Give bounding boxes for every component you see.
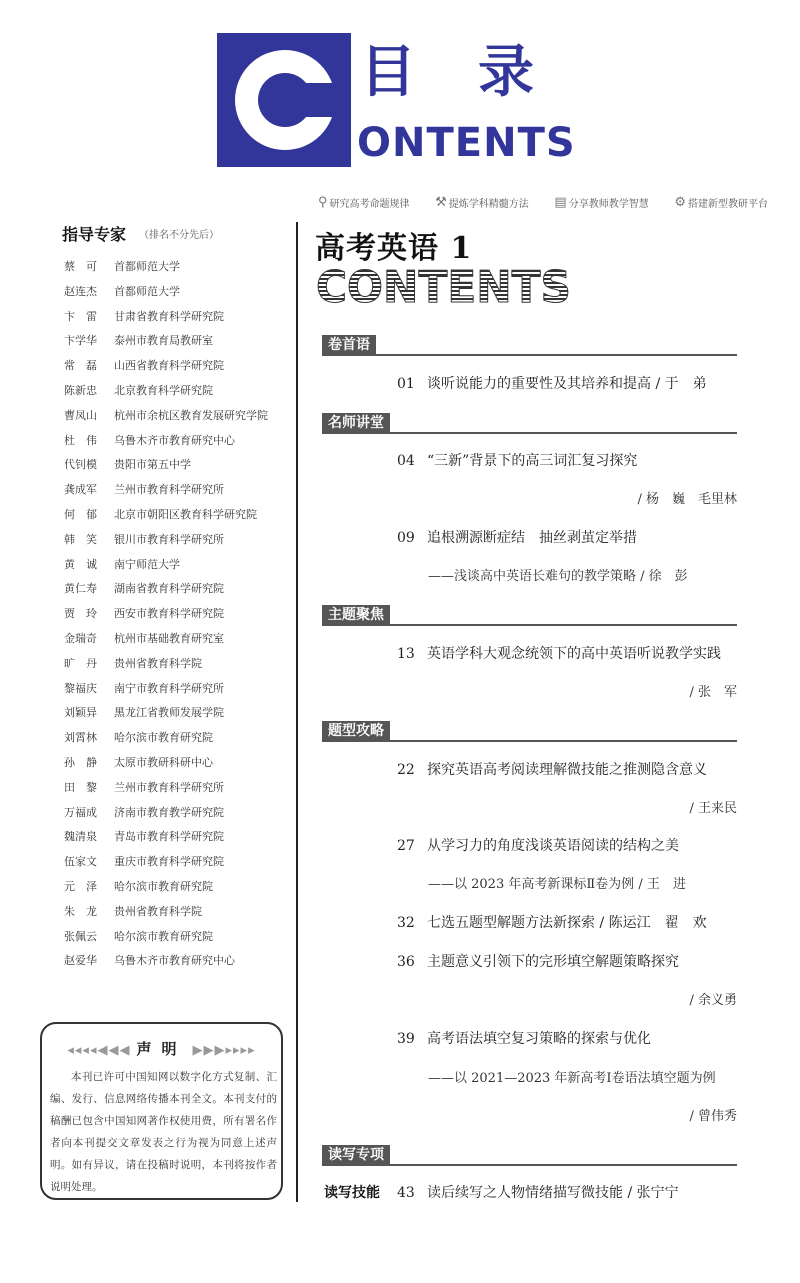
toc-entry[interactable]: 09 追根溯源断症结 抽丝剥茧定举措: [397, 530, 637, 546]
expert-org: 北京市朝阳区教育科学研究院: [114, 507, 257, 521]
expert-row: [64, 630, 294, 655]
expert-name: 常 磊: [64, 359, 97, 373]
slogan-item: ⚒ 提炼学科精髓方法: [435, 195, 529, 210]
statement-body: 本刊已许可中国知网以数字化方式复制、汇编、发行、信息网络传播本刊全文。本刊支付的稿酬已包含中国知网著作权使用费，所有署名作者向本刊提交文章发表之行为视为同意上述声明。如有异议，请在投稿时说明，本刊将按作者说明处理。: [50, 1071, 277, 1193]
expert-org: 青岛市教育科学研究院: [114, 830, 224, 844]
page-title-en: ONTENTS: [357, 120, 576, 166]
expert-name: 贾 玲: [64, 607, 97, 621]
toc-author: / 曾伟秀: [689, 1109, 737, 1124]
expert-name: 元 泽: [64, 879, 97, 893]
expert-org: 南宁师范大学: [114, 557, 180, 571]
gear-icon: ⚙: [674, 195, 686, 210]
expert-org: 哈尔滨市教育研究院: [114, 879, 213, 893]
expert-name: 朱 龙: [64, 904, 97, 918]
toc-subtitle: ——以 2023 年高考新课标Ⅱ卷为例 / 王 进: [428, 877, 686, 892]
expert-org: 兰州市教育科学研究所: [114, 780, 224, 794]
expert-name: 代钊模: [64, 458, 97, 472]
expert-row: [64, 332, 294, 357]
expert-name: 韩 笑: [64, 532, 97, 546]
expert-org: 黑龙江省教师发展学院: [114, 706, 224, 720]
experts-note: （排名不分先后）: [139, 230, 219, 241]
toc-subtitle: ——浅谈高中英语长难句的教学策略 / 徐 彭: [428, 569, 688, 584]
expert-name: 孙 静: [64, 755, 97, 769]
expert-name: 蔡 可: [64, 260, 97, 273]
expert-row: [64, 580, 294, 605]
slogan-item: ▤ 分享教师教学智慧: [554, 195, 649, 210]
toc-entry[interactable]: 22 探究英语高考阅读理解微技能之推测隐含意义: [397, 762, 707, 778]
expert-org: 贵阳市第五中学: [114, 458, 191, 472]
expert-row: [64, 308, 294, 333]
expert-row: [64, 754, 294, 779]
expert-name: 刘颖异: [64, 706, 97, 720]
expert-org: 兰州市教育科学研究所: [114, 483, 224, 497]
experts-heading: 指导专家: [62, 225, 127, 244]
section-header: 题型攻略: [322, 721, 737, 741]
expert-row: [64, 531, 294, 556]
statement-title: 声明: [136, 1040, 187, 1058]
expert-name: 卞学华: [64, 334, 97, 348]
expert-row: [64, 556, 294, 581]
page-title-cn: 目录: [360, 40, 596, 105]
toc-entry[interactable]: 39 高考语法填空复习策略的探索与优化: [397, 1031, 651, 1047]
expert-row: [64, 481, 294, 506]
expert-row: [64, 903, 294, 928]
expert-name: 杜 伟: [64, 433, 97, 447]
expert-row: [64, 407, 294, 432]
section-header: 主题聚焦: [322, 605, 737, 625]
expert-org: 哈尔滨市教育研究院: [114, 929, 213, 943]
pickaxe-icon: ⚒: [435, 195, 447, 210]
expert-name: 田 黎: [64, 780, 97, 794]
expert-org: 济南市教育教学研究院: [114, 805, 224, 819]
expert-row: [64, 258, 294, 283]
expert-org: 湖南省教育科学研究院: [114, 582, 224, 596]
toc-entry[interactable]: 43 读后续写之人物情绪描写微技能 / 张宁宁: [397, 1185, 679, 1201]
toc-entry[interactable]: 27 从学习力的角度浅谈英语阅读的结构之美: [397, 838, 679, 854]
expert-row: [64, 605, 294, 630]
expert-row: [64, 432, 294, 457]
expert-name: 陈新忠: [64, 383, 97, 397]
magnifier-icon: ⚲: [318, 195, 328, 210]
journal-contents-wordmark: [316, 262, 576, 308]
statement-box: [40, 1022, 283, 1200]
expert-name: 旷 丹: [64, 656, 97, 670]
expert-name: 龚成军: [64, 483, 97, 497]
toc-entry[interactable]: 04 “三新”背景下的高三词汇复习探究: [397, 453, 638, 469]
expert-org: 重庆市教育科学研究院: [114, 855, 224, 869]
subsection-label: 读写技能: [324, 1185, 380, 1201]
expert-row: [64, 878, 294, 903]
expert-row: [64, 506, 294, 531]
expert-name: 何 郁: [64, 507, 97, 521]
expert-row: [64, 729, 294, 754]
toc-entry[interactable]: 36 主题意义引领下的完形填空解题策略探究: [397, 954, 679, 970]
expert-org: 乌鲁木齐市教育研究中心: [114, 954, 235, 968]
expert-row: [64, 382, 294, 407]
expert-row: [64, 283, 294, 308]
expert-name: 魏清泉: [64, 830, 97, 844]
expert-name: 张佩云: [64, 929, 97, 943]
expert-row: [64, 456, 294, 481]
expert-row: [64, 804, 294, 829]
expert-row: [64, 853, 294, 878]
statement-heading: ◂◂◂◂◀◀◀ 声明 ▶▶▶▸▸▸▸: [67, 1040, 256, 1058]
expert-name: 赵连杰: [64, 284, 97, 298]
toc-entry[interactable]: 13 英语学科大观念统领下的高中英语听说教学实践: [397, 646, 721, 662]
expert-org: 乌鲁木齐市教育研究中心: [114, 433, 235, 447]
expert-name: 黎福庆: [64, 681, 97, 695]
expert-name: 金瑞奇: [64, 631, 97, 645]
section-header: 名师讲堂: [322, 413, 737, 433]
expert-org: 甘肃省教育科学研究院: [114, 309, 224, 323]
expert-org: 泰州市教育局教研室: [114, 334, 213, 348]
slogan-item: ⚙ 搭建新型教研平台: [674, 195, 768, 210]
expert-org: 首都师范大学: [114, 284, 180, 298]
expert-name: 黄 诚: [64, 557, 97, 571]
document-icon: ▤: [554, 195, 567, 210]
toc-entry[interactable]: 01 谈听说能力的重要性及其培养和提高 / 于 弟: [397, 376, 707, 392]
expert-org: 银川市教育科学研究所: [114, 532, 224, 546]
expert-org: 西安市教育科学研究院: [114, 607, 224, 621]
section-header: 卷首语: [322, 335, 737, 355]
toc-subtitle: ——以 2021—2023 年新高考Ⅰ卷语法填空题为例: [428, 1071, 716, 1086]
expert-org: 山西省教育科学研究院: [114, 359, 224, 373]
expert-row: [64, 952, 294, 977]
expert-name: 刘霄林: [64, 731, 97, 745]
expert-name: 赵爱华: [64, 954, 97, 968]
contents-logo: [217, 33, 351, 167]
expert-org: 北京教育科学研究院: [114, 383, 213, 397]
expert-org: 太原市教研科研中心: [114, 755, 213, 769]
toc-author: / 余义勇: [689, 993, 737, 1008]
journal-title: 高考英语 1: [315, 231, 473, 266]
expert-row: [64, 680, 294, 705]
expert-org: 贵州省教育科学院: [114, 656, 202, 670]
slogan-bar: [318, 195, 768, 210]
expert-row: [64, 704, 294, 729]
expert-org: 贵州省教育科学院: [114, 904, 202, 918]
expert-name: 曹凤山: [64, 408, 97, 422]
expert-name: 万福成: [64, 805, 97, 819]
section-header: 读写专项: [322, 1145, 737, 1165]
expert-row: [64, 928, 294, 953]
toc-author: / 张 军: [689, 685, 737, 700]
expert-row: [64, 357, 294, 382]
slogan-item: ⚲ 研究高考命题规律: [318, 195, 410, 210]
expert-org: 南宁市教育科学研究所: [114, 681, 224, 695]
expert-row: [64, 828, 294, 853]
expert-org: 哈尔滨市教育研究院: [114, 731, 213, 745]
toc-entry[interactable]: 32 七选五题型解题方法新探索 / 陈运江 翟 欢: [397, 915, 707, 931]
toc-author: / 王来民: [689, 801, 737, 816]
expert-org: 杭州市基础教育研究室: [114, 631, 224, 645]
expert-name: 黄仁寿: [64, 582, 97, 596]
column-divider: [296, 222, 298, 1202]
expert-name: 伍家文: [64, 855, 97, 869]
expert-org: 杭州市余杭区教育发展研究学院: [114, 408, 268, 422]
journal-subtitle: CONTENTS: [316, 262, 571, 308]
expert-name: 卞 雷: [64, 309, 97, 323]
experts-list: [64, 258, 294, 977]
expert-row: [64, 655, 294, 680]
expert-org: 首都师范大学: [114, 260, 180, 273]
toc-author: / 杨 巍 毛里林: [637, 492, 737, 507]
expert-row: [64, 779, 294, 804]
